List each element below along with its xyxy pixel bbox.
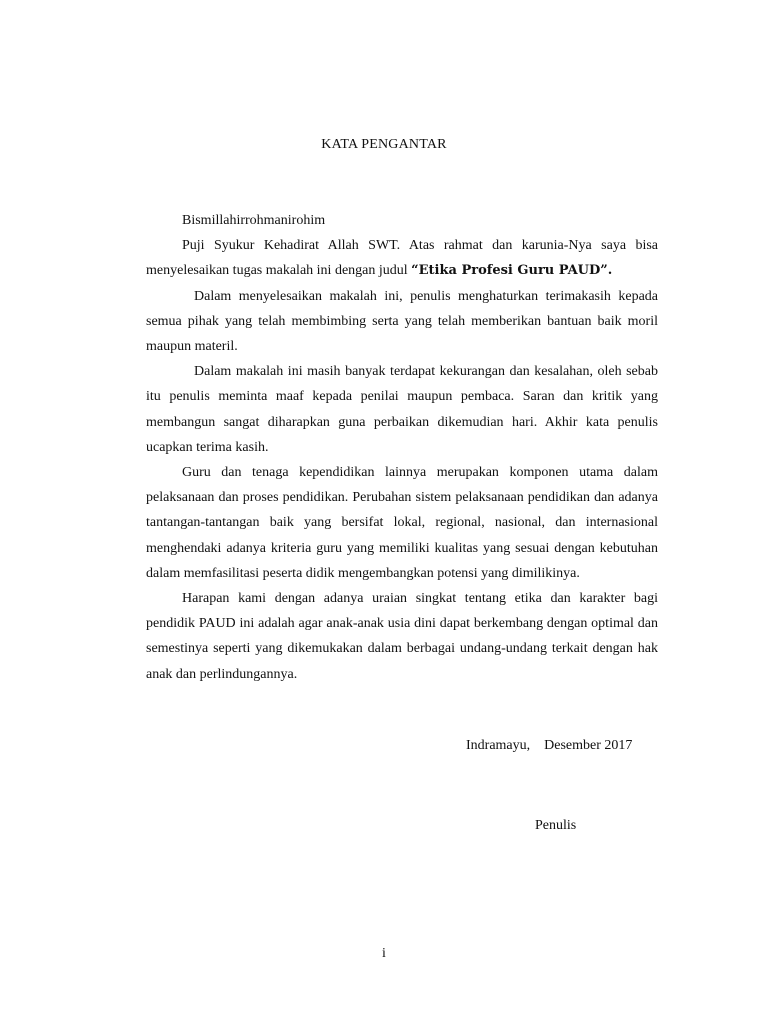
paragraph-1	[146, 233, 658, 283]
greeting-line: Bismillahirrohmanirohim	[182, 213, 326, 228]
paragraph-4: Guru dan tenaga kependidikan lainnya merupakan komponen utama dalam pelaksanaan dan proses pendidikan. Perubahan sistem pelaksanaan pendidikan dan adanya tantangan-tantangan baik yang bersifat lokal, regional, nasional, dan internasional menghendaki adanya kriteria guru yang memiliki kualitas yang sesuai dengan kebutuhan dalam memfasilitasi peserta didik mengembangkan potensi yang dimilikinya.	[146, 465, 658, 581]
paragraph-1-text: Puji Syukur Kehadirat Allah SWT. Atas rahmat dan karunia-Nya saya bisa menyelesaikan tugas makalah ini dengan judul	[146, 238, 658, 279]
page-number: i	[382, 946, 386, 961]
paragraph-5: Harapan kami dengan adanya uraian singkat tentang etika dan karakter bagi pendidik PAUD ini adalah agar anak-anak usia dini dapat berkembang dengan optimal dan semestinya seperti yang dikemukakan dalam berbagai undang-undang terkait dengan hak anak dan perlindungannya.	[146, 591, 658, 682]
paragraph-3: Dalam makalah ini masih banyak terdapat kekurangan dan kesalahan, oleh sebab itu penulis meminta maaf kepada penilai maupun pembaca. Saran dan kritik yang membangun sangat diharapkan guna perbaikan dikemudian hari. Akhir kata penulis ucapkan terima kasih.	[146, 364, 658, 455]
place-date: Indramayu, Desember 2017	[466, 738, 633, 753]
paragraph-2: Dalam menyelesaikan makalah ini, penulis menghaturkan terimakasih kepada semua pihak yang telah membimbing serta yang telah memberikan bantuan baik moril maupun materil.	[146, 288, 658, 355]
paper-title-emphasis: “Etika Profesi Guru PAUD”.	[411, 263, 613, 279]
body-text	[146, 208, 658, 687]
signer-name: Penulis	[535, 818, 577, 833]
page-title: KATA PENGANTAR	[321, 137, 447, 152]
